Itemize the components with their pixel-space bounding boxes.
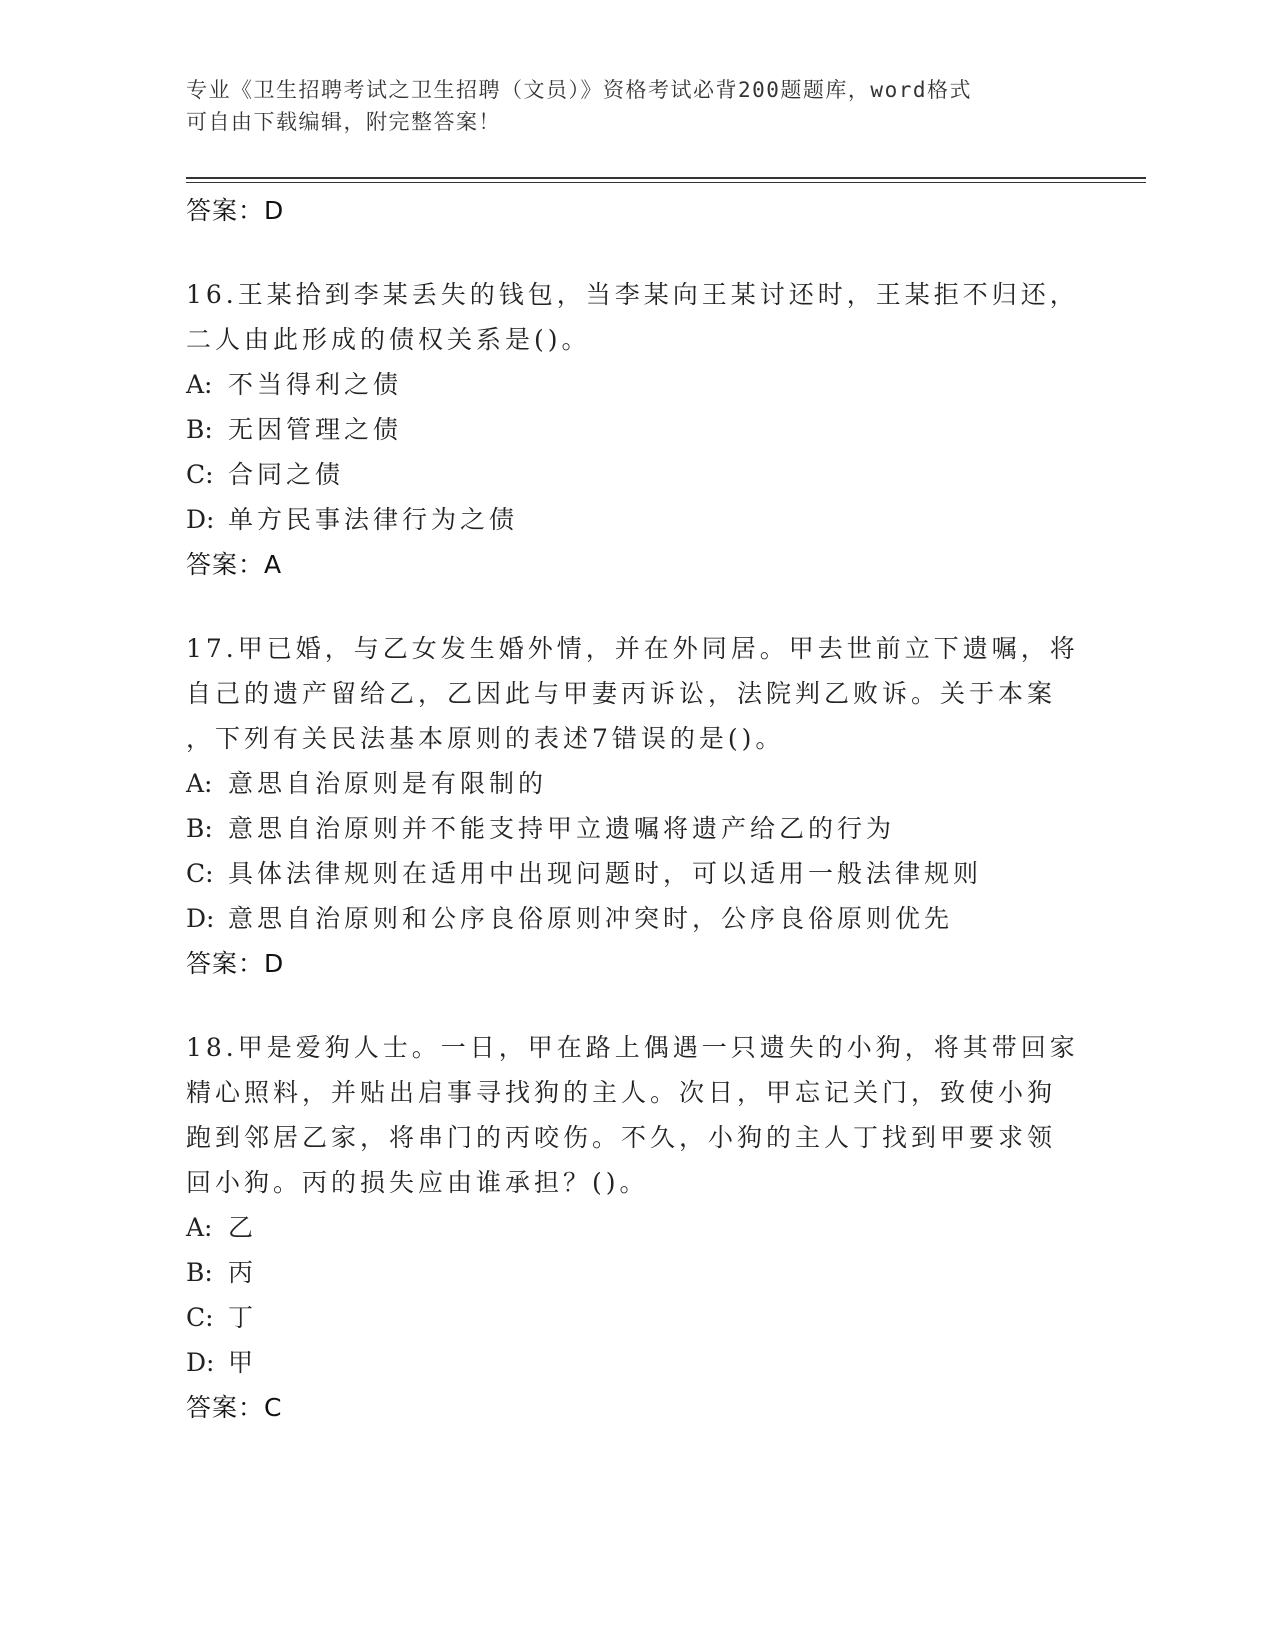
option-d — [186, 1340, 1106, 1385]
option-text: 意思自治原则是有限制的 — [228, 769, 548, 798]
option-text: 单方民事法律行为之债 — [228, 505, 519, 534]
option-text: 乙 — [228, 1213, 258, 1242]
option-letter: C: — [186, 1303, 214, 1332]
answer-line: 答案：A — [186, 550, 283, 579]
answer-line: 答案：C — [186, 1393, 283, 1422]
option-letter: A: — [186, 370, 213, 399]
option-d — [186, 497, 1106, 542]
question-stem-line: 跑到邻居乙家，将串门的丙咬伤。不久，小狗的主人丁找到甲要求领 — [186, 1123, 1057, 1152]
header-divider-thick — [186, 177, 1146, 179]
option-letter: D: — [186, 505, 215, 534]
option-letter: A: — [186, 769, 213, 798]
option-c — [186, 1295, 1106, 1340]
question-stem-line: 回小狗。丙的损失应由谁承担？()。 — [186, 1168, 649, 1197]
option-c — [186, 851, 1106, 896]
header-divider-thin — [186, 182, 1146, 183]
document-body — [186, 188, 1106, 1431]
option-text: 甲 — [228, 1348, 258, 1377]
option-text: 合同之债 — [228, 460, 345, 489]
option-letter: C: — [186, 460, 214, 489]
question-stem-line: 二人由此形成的债权关系是()。 — [186, 325, 591, 354]
header-line-2: 可自由下载编辑，附完整答案！ — [186, 110, 501, 134]
option-letter: A: — [186, 1213, 213, 1242]
option-b — [186, 806, 1106, 851]
option-letter: D: — [186, 1348, 215, 1377]
option-text: 意思自治原则并不能支持甲立遗嘱将遗产给乙的行为 — [228, 814, 896, 843]
option-list — [186, 761, 1106, 941]
option-text: 意思自治原则和公序良俗原则冲突时，公序良俗原则优先 — [228, 904, 954, 933]
answer-line: 答案：D — [186, 949, 285, 978]
option-list — [186, 362, 1106, 542]
option-a — [186, 1205, 1106, 1250]
question-stem-line: 自己的遗产留给乙，乙因此与甲妻丙诉讼，法院判乙败诉。关于本案 — [186, 679, 1057, 708]
option-b — [186, 1250, 1106, 1295]
option-d — [186, 896, 1106, 941]
option-list — [186, 1205, 1106, 1385]
question-stem-line: ，下列有关民法基本原则的表述7错误的是()。 — [186, 724, 785, 753]
question-stem-line: 18.甲是爱狗人士。一日，甲在路上偶遇一只遗失的小狗，将其带回家 — [186, 1033, 1079, 1062]
question-stem-line: 17.甲已婚，与乙女发生婚外情，并在外同居。甲去世前立下遗嘱，将 — [186, 634, 1079, 663]
option-text: 具体法律规则在适用中出现问题时，可以适用一般法律规则 — [228, 859, 983, 888]
option-b — [186, 407, 1106, 452]
previous-answer: 答案：D — [186, 196, 285, 225]
header-line-1: 专业《卫生招聘考试之卫生招聘（文员）》资格考试必背200题题库，word格式 — [186, 78, 972, 102]
option-letter: B: — [186, 415, 213, 444]
option-text: 丙 — [228, 1258, 258, 1287]
question-17 — [186, 626, 1106, 987]
question-18 — [186, 1025, 1106, 1431]
option-letter: B: — [186, 814, 213, 843]
option-c — [186, 452, 1106, 497]
question-stem-line: 精心照料，并贴出启事寻找狗的主人。次日，甲忘记关门，致使小狗 — [186, 1078, 1057, 1107]
question-stem-line: 16.王某拾到李某丢失的钱包，当李某向王某讨还时，王某拒不归还， — [186, 280, 1079, 309]
option-letter: C: — [186, 859, 214, 888]
option-a — [186, 362, 1106, 407]
document-header — [186, 74, 1066, 138]
option-text: 不当得利之债 — [228, 370, 403, 399]
option-text: 丁 — [228, 1303, 258, 1332]
option-a — [186, 761, 1106, 806]
option-text: 无因管理之债 — [228, 415, 403, 444]
option-letter: B: — [186, 1258, 213, 1287]
question-16 — [186, 272, 1106, 588]
option-letter: D: — [186, 904, 215, 933]
